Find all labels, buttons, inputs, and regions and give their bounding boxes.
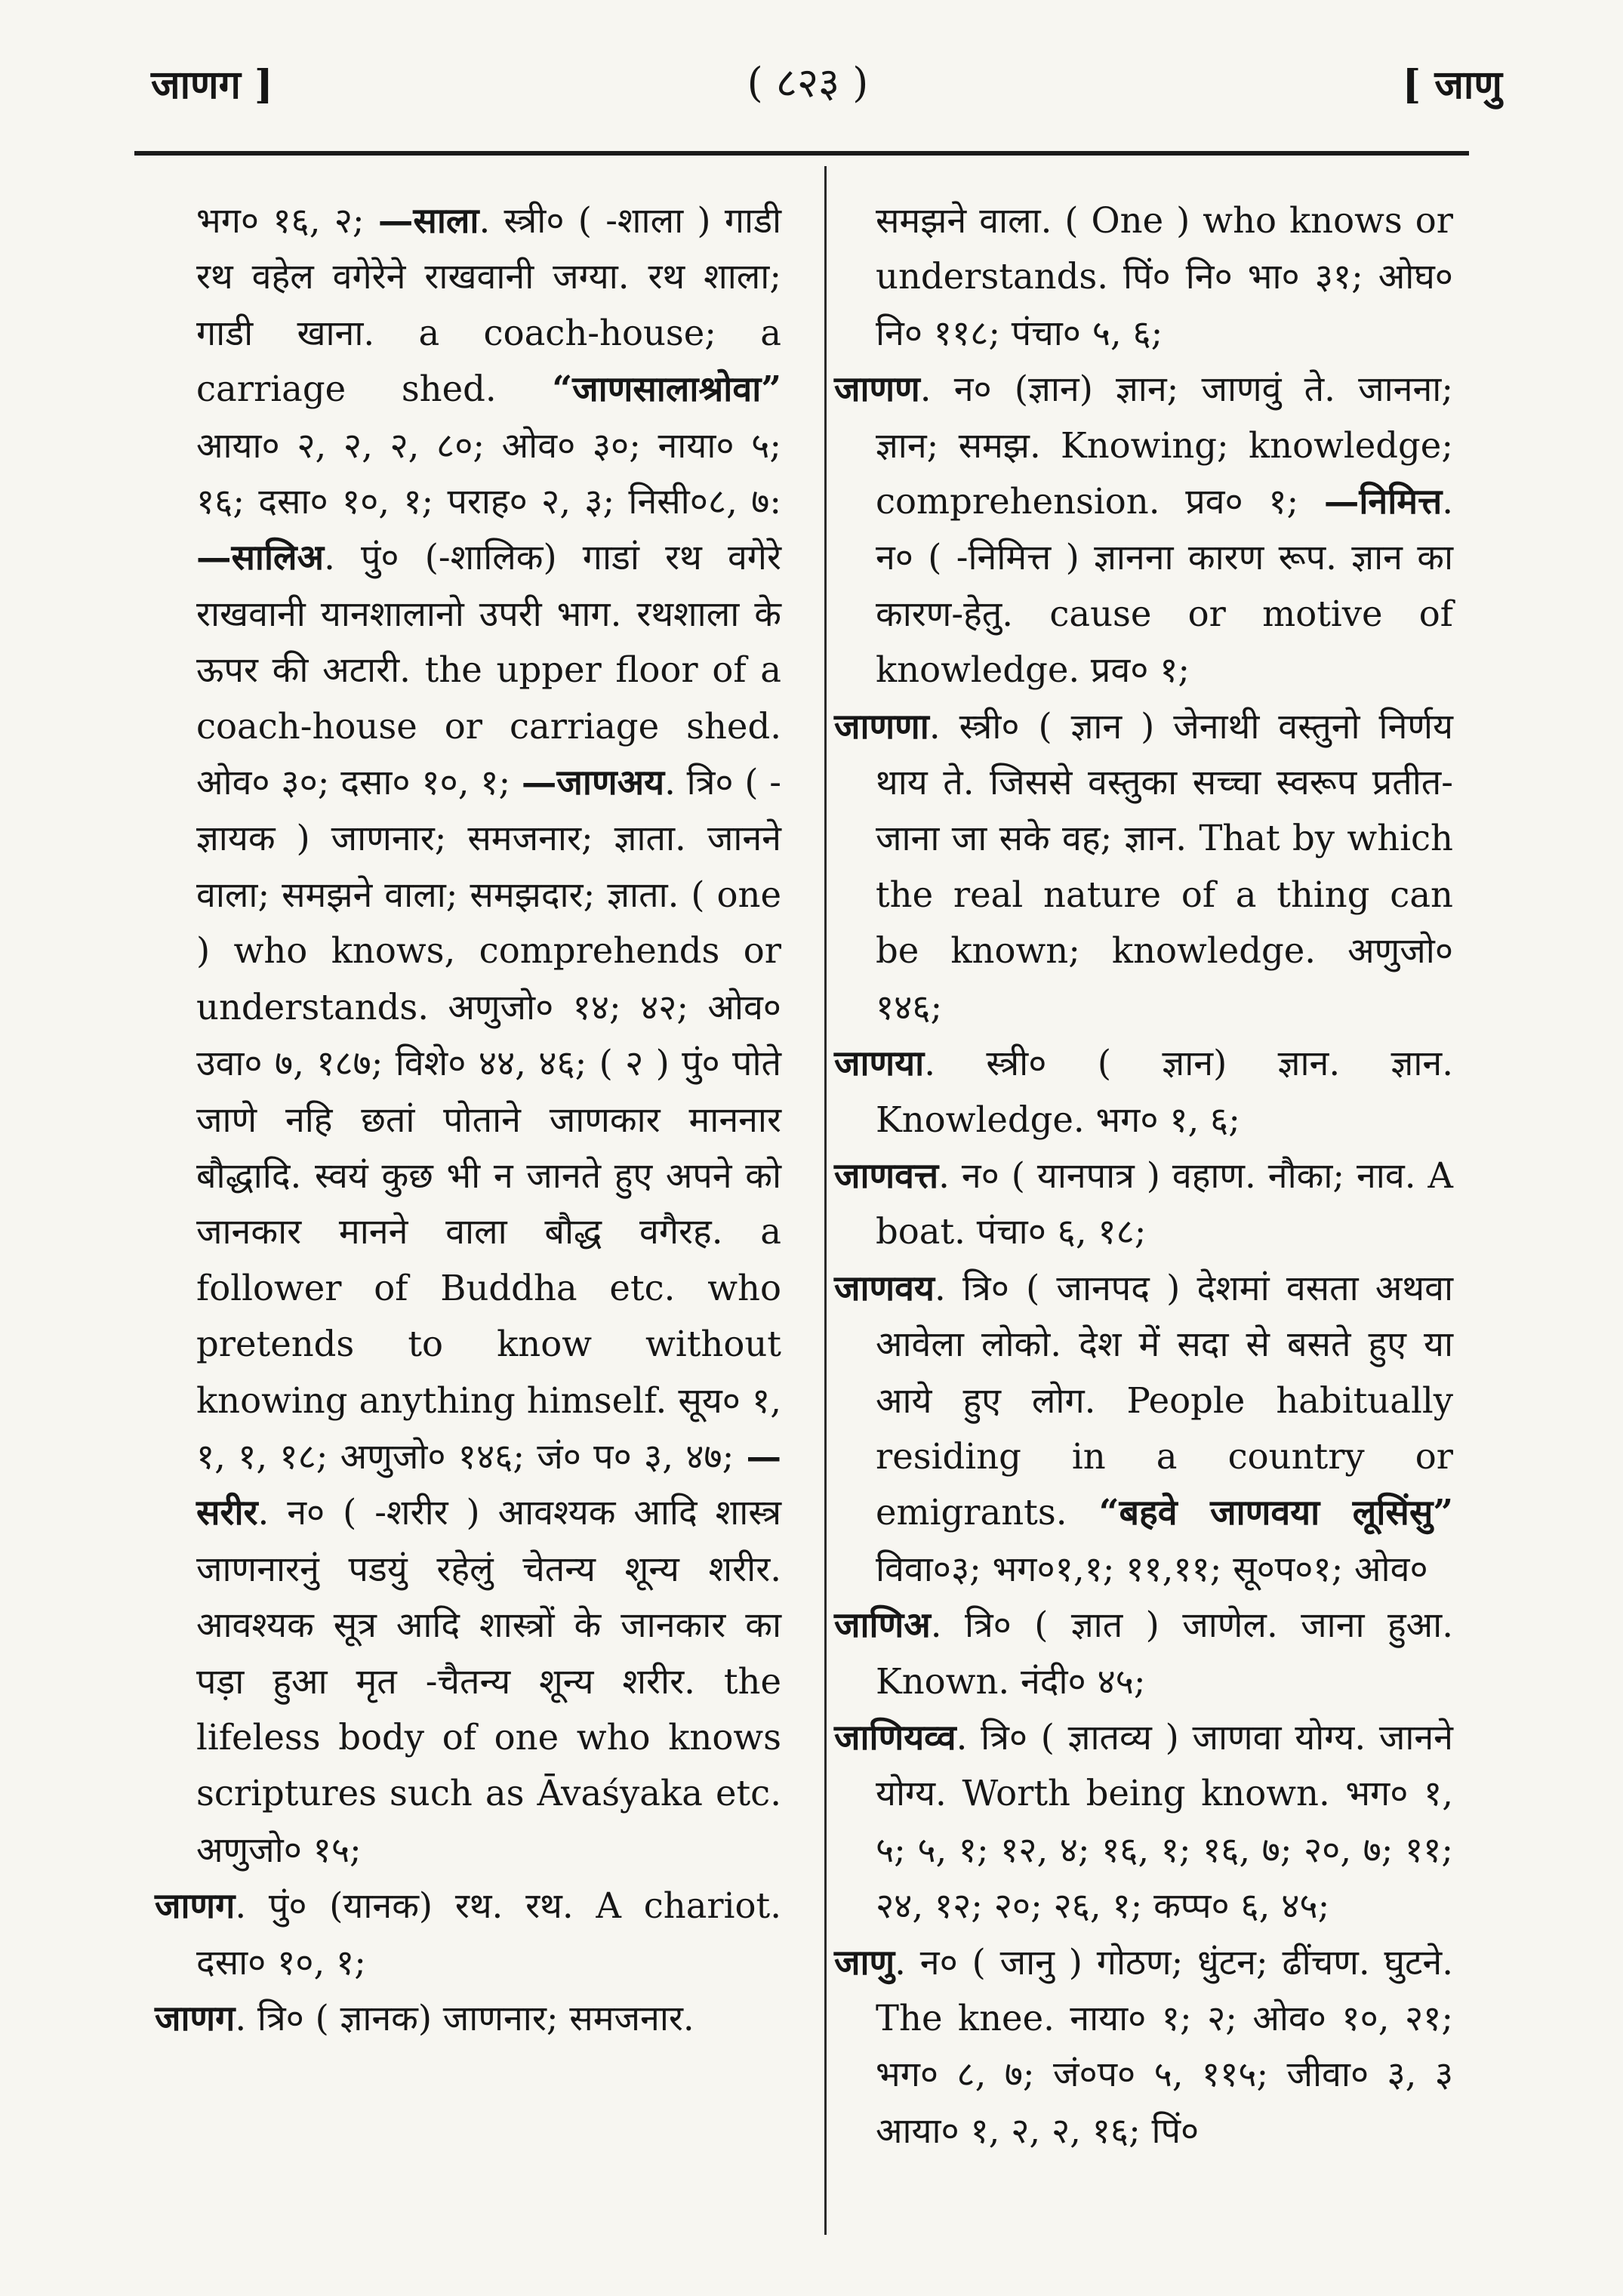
headword: —साला bbox=[377, 199, 479, 241]
dictionary-entry bbox=[834, 1035, 1453, 1148]
entry-text: . स्त्री० ( ज्ञान) ज्ञान. ज्ञान. Knowledge. भग० १, ६; bbox=[876, 1043, 1453, 1140]
right-column bbox=[834, 193, 1453, 2159]
entry-text: समझने वाला. ( One ) who knows or understands. पिं० नि० भा० ३१; ओघ० नि० ११८; पंचा० ५, ६; bbox=[876, 200, 1453, 353]
entry-text: . स्त्री० ( ज्ञान ) जेनाथी वस्तुनो निर्णय थाय ते. जिससे वस्तुका सच्चा स्वरूप प्रतीत-जाना जा सके वह; ज्ञान. That by which the real nature of a thing can be known; knowledge. अणुजो० १४६; bbox=[876, 705, 1453, 1028]
entry-continuation bbox=[834, 193, 1453, 361]
header-rule bbox=[134, 151, 1469, 156]
headword: जाणियव्व bbox=[834, 1715, 956, 1758]
entry-text: . त्रि० ( ज्ञानक) जाणनार; समजनार. bbox=[235, 1998, 694, 2039]
headword: जाणिअ bbox=[834, 1604, 931, 1646]
entry-text: . स्त्री० ( -शाला ) गाडी रथ वहेल वगेरेने राखवानी जग्या. रथ शाला; गाडी खाना. a coach-house; a carriage shed. bbox=[196, 200, 781, 410]
headword: जाणग bbox=[155, 1997, 236, 2039]
dictionary-entry bbox=[834, 1148, 1453, 1260]
headword: —निमित्त bbox=[1323, 480, 1443, 522]
entry-text: . पुं० (-शालिक) गाडां रथ वगेरे राखवानी यानशालानो उपरी भाग. रथशाला के ऊपर की अटारी. the upper floor of a coach-house or carriage shed. ओव० ३०; दसा० १०, १; bbox=[196, 537, 781, 803]
headword: —सरीर bbox=[196, 1435, 781, 1533]
dictionary-entry bbox=[155, 1878, 781, 1990]
header-left-guideword: जाणग ] bbox=[151, 62, 273, 108]
headword: जाणु bbox=[834, 1940, 895, 1983]
entry-text: . त्रि० ( जानपद ) देशमां वसता अथवा आवेला लोको. देश में सदा से बसते हुए या आये हुए लोग. People habitually residing in a country or emigrants. bbox=[876, 1267, 1453, 1533]
entry-text: . त्रि० ( ज्ञात ) जाणेल. जाना हुआ. Known. नंदी० ४५; bbox=[876, 1604, 1453, 1702]
entry-text: विवा०३; भग०१,१; ११,११; सू०प०१; ओव० bbox=[876, 1548, 1428, 1589]
headword: जाणवय bbox=[834, 1266, 935, 1308]
headword: जाणण bbox=[834, 368, 920, 410]
left-column bbox=[155, 193, 781, 2046]
headword: “बहवे जाणवया लूसिंसु” bbox=[1098, 1491, 1453, 1533]
dictionary-entry bbox=[834, 1597, 1453, 1709]
entry-text: . न० ( -निमित्त ) ज्ञानना कारण रूप. ज्ञान का कारण-हेतु. cause or motive of knowledge. प्रव० १; bbox=[876, 481, 1453, 691]
headword: जाणणा bbox=[834, 704, 929, 747]
page-number: ( ८२३ ) bbox=[747, 59, 869, 106]
dictionary-entry bbox=[834, 1260, 1453, 1597]
headword: —सालिअ bbox=[196, 536, 325, 578]
headword: जाणया bbox=[834, 1042, 925, 1084]
entry-text: . न० ( -शरीर ) आवश्यक आदि शास्त्र जाणनारनुं पडयुं रहेलुं चेतन्य शून्य शरीर. आवश्यक सूत्र आदि शास्त्रों के जानकार का पड़ा हुआ मृत -चैतन्य शून्य शरीर. the lifeless body of one who knows scriptures such as Āvaśyaka etc. अणुजो० १५; bbox=[196, 1492, 781, 1870]
entry-text: . त्रि० ( -ज्ञायक ) जाणनार; समजनार; ज्ञाता. जानने वाला; समझने वाला; समझदार; ज्ञाता. ( one ) who knows, comprehends or understands. अणुजो० १४; ४२; ओव० उवा० ७, १८७; विशे० ४४, ४६; ( २ ) पुं० पोते जाणे नहि छतां पोताने जाणकार माननार बौद्धादि. स्वयं कुछ भी न जानते हुए अपने को जानकार मानने वाला बौद्ध वगैरह. a follower of Buddha etc. who pretends to know without knowing anything himself. सूय० १, १, १, १८; अणुजो० १४६; जं० प० ३, ४७; bbox=[196, 762, 781, 1477]
entry-continuation bbox=[155, 193, 781, 1878]
entry-text: भग० १६, २; bbox=[196, 200, 378, 241]
header-right-guideword: [ जाणु bbox=[1402, 62, 1502, 108]
headword: जाणग bbox=[155, 1885, 236, 1927]
entry-text: . न० (ज्ञान) ज्ञान; जाणवुं ते. जानना; ज्ञान; समझ. Knowing; knowledge; comprehension. प्रव० १; bbox=[876, 368, 1453, 522]
dictionary-entry bbox=[834, 1934, 1453, 2159]
entry-text: . त्रि० ( ज्ञातव्य ) जाणवा योग्य. जानने योग्य. Worth being known. भग० १, ५; ५, १; १२, ४; १६, १; १६, ७; २०, ७; ११; २४, १२; २०; २६, १; कप्प० ६, ४५; bbox=[876, 1716, 1453, 1927]
entry-text: आया० २, २, २, ८०; ओव० ३०; नाया० ५; १६; दसा० १०, १; पराह० २, ३; निसी०८, ७: bbox=[196, 424, 781, 522]
entry-text: . पुं० (यानक) रथ. रथ. A chariot. दसा० १०, १; bbox=[196, 1885, 781, 1983]
entry-text: . न० ( यानपात्र ) वहाण. नौका; नाव. A boat. पंचा० ६, १८; bbox=[876, 1154, 1453, 1253]
headword: “जाणसालाश्रोवा” bbox=[552, 368, 781, 410]
page-header bbox=[0, 0, 1623, 136]
dictionary-entry bbox=[834, 361, 1453, 698]
dictionary-entry bbox=[155, 1990, 781, 2046]
dictionary-entry bbox=[834, 1709, 1453, 1934]
dictionary-entry bbox=[834, 698, 1453, 1035]
headword: जाणवत्त bbox=[834, 1154, 939, 1196]
column-divider bbox=[824, 166, 827, 2235]
headword: —जाणअय bbox=[521, 761, 665, 803]
entry-text: . न० ( जानु ) गोठण; धुंटन; ढींचण. घुटने. The knee. नाया० १; २; ओव० १०, २१; भग० ८, ७; जं०प० ५, ११५; जीवा० ३, ३ आया० १, २, २, १६; पिं० bbox=[876, 1941, 1453, 2151]
